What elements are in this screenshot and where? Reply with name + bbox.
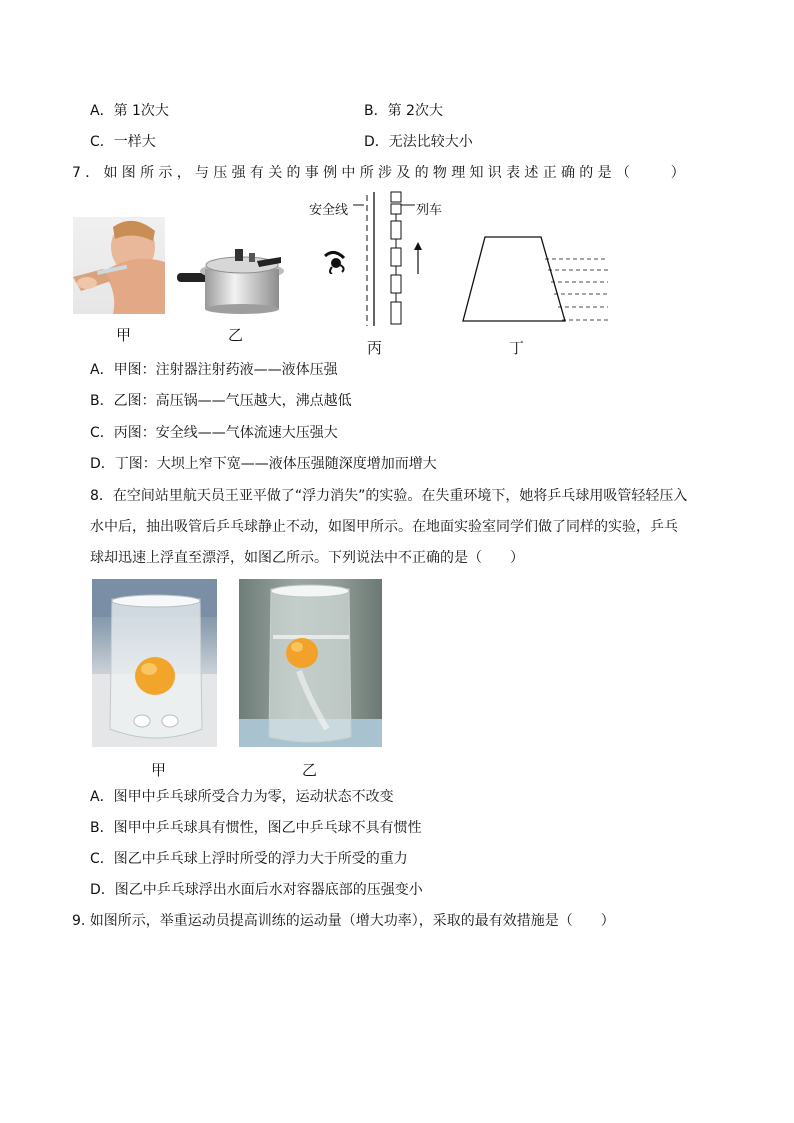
- q7-figure-label-ding: 丁: [509, 339, 525, 357]
- q8-option-c: C．图乙中乒乓球上浮时所受的浮力大于所受的重力: [90, 851, 408, 867]
- q6-option-b: B．第 2次大: [364, 103, 443, 119]
- q8-stem-line-1: 8．在空间站里航天员王亚平做了“浮力消失”的实验。在失重环境下，她将乒乓球用吸管轻轻压入: [90, 488, 688, 504]
- pressure-cooker-photo: [177, 241, 287, 315]
- dam-diagram: [458, 232, 610, 326]
- q7-figure-label-jia: 甲: [116, 326, 132, 344]
- q8-stem-line-2: 水中后，抽出吸管后乒乓球静止不动，如图甲所示。在地面实验室同学们做了同样的实验，乒乓: [90, 519, 678, 535]
- q8-option-d: D．图乙中乒乓球浮出水面后水对容器底部的压强变小: [90, 882, 423, 898]
- q8-option-a: A．图甲中乒乓球所受合力为零，运动状态不改变: [90, 789, 394, 805]
- q9-stem: 9. 如图所示，举重运动员提高训练的运动量（增大功率），采取的最有效措施是（ ）: [72, 913, 615, 929]
- q7-stem: 7．如图所示，与压强有关的事例中所涉及的物理知识表述正确的是（ ）: [72, 165, 690, 181]
- q7-option-b: B．乙图：高压锅——气压越大，沸点越低: [90, 393, 352, 409]
- q7-option-a: A．甲图：注射器注射药液——液体压强: [90, 362, 338, 378]
- q7-figure-label-bing: 丙: [367, 339, 383, 357]
- q7-figure-label-yi: 乙: [228, 326, 244, 344]
- q8-figure-label-jia: 甲: [151, 761, 167, 779]
- injection-photo: [73, 217, 165, 314]
- train-label: 列车: [416, 203, 443, 218]
- q6-option-a: A．第 1次大: [90, 103, 169, 119]
- q6-option-c: C．一样大: [90, 134, 156, 150]
- earth-experiment-photo: [239, 579, 382, 747]
- space-experiment-photo: [92, 579, 217, 747]
- q8-option-b: B．图甲中乒乓球具有惯性，图乙中乒乓球不具有惯性: [90, 820, 422, 836]
- safety-line-label: 安全线: [309, 203, 349, 218]
- q7-option-c: C．丙图：安全线——气体流速大压强大: [90, 425, 338, 441]
- q8-stem-line-3: 球却迅速上浮直至漂浮，如图乙所示。下列说法中不正确的是（ ）: [90, 550, 524, 566]
- person-icon: [322, 250, 348, 278]
- q8-figure-label-yi: 乙: [302, 761, 318, 779]
- q7-option-d: D．丁图：大坝上窄下宽——液体压强随深度增加而增大: [90, 456, 437, 472]
- q6-option-d: D．无法比较大小: [364, 134, 473, 150]
